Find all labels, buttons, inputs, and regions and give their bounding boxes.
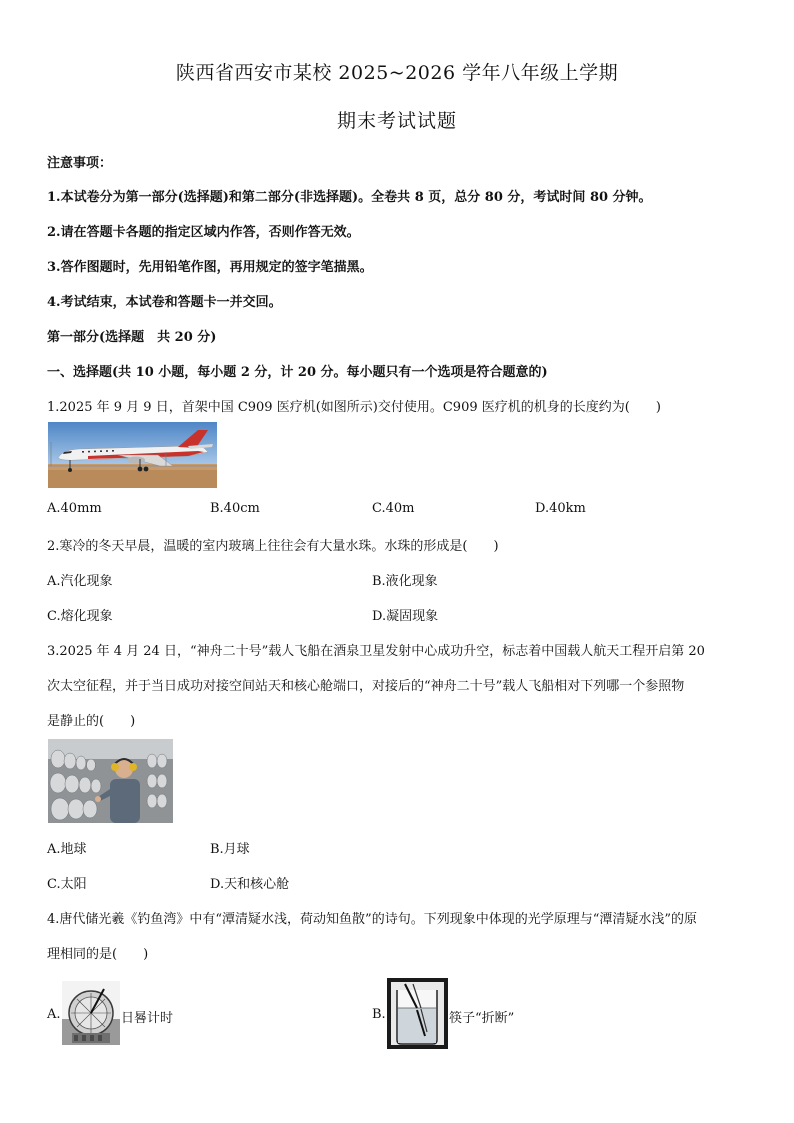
question-3-stem-line3: 是静止的( ) xyxy=(47,714,136,729)
q1-option-c[interactable]: C.40m xyxy=(372,501,415,516)
q3-option-a[interactable]: A.地球 xyxy=(47,842,87,857)
q2-option-a[interactable]: A.汽化现象 xyxy=(47,574,113,589)
note-item-3: 3.答作图题时，先用铅笔作图，再用规定的签字笔描黑。 xyxy=(47,260,373,275)
chopsticks-in-water-image xyxy=(387,978,448,1049)
q2-option-d[interactable]: D.凝固现象 xyxy=(372,609,439,624)
q2-option-c[interactable]: C.熔化现象 xyxy=(47,609,113,624)
question-4-stem-line2: 理相同的是( ) xyxy=(47,947,149,962)
q1-option-a[interactable]: A.40mm xyxy=(47,501,102,516)
question-4-stem-line1: 4.唐代储光羲《钓鱼湾》中有“潭清疑水浅，荷动知鱼散”的诗句。下列现象中体现的光学原理与“潭清疑水浅”的原 xyxy=(47,912,697,927)
q3-option-b[interactable]: B.月球 xyxy=(210,842,250,857)
part1-heading: 第一部分(选择题 共 20 分) xyxy=(47,330,217,345)
exam-title-line2: 期末考试试题 xyxy=(336,110,457,132)
factory-worker-photo xyxy=(48,739,173,823)
question-1-stem: 1.2025 年 9 月 9 日，首架中国 C909 医疗机(如图所示)交付使用。C909 医疗机的机身的长度约为( ) xyxy=(47,400,661,415)
q4-option-a-label[interactable]: 日晷计时 xyxy=(121,1011,174,1026)
q4-option-b-letter[interactable]: B. xyxy=(372,1007,386,1022)
q4-option-a-letter[interactable]: A. xyxy=(47,1007,61,1022)
q3-option-d[interactable]: D.天和核心舱 xyxy=(210,877,290,892)
exam-title-line1: 陕西省西安市某校 2025~2026 学年八年级上学期 xyxy=(175,62,619,84)
question-2-stem: 2.寒冷的冬天早晨，温暖的室内玻璃上往往会有大量水珠。水珠的形成是( ) xyxy=(47,539,499,554)
sundial-image xyxy=(62,981,120,1045)
q1-option-b[interactable]: B.40cm xyxy=(210,501,260,516)
note-item-2: 2.请在答题卡各题的指定区域内作答，否则作答无效。 xyxy=(47,225,360,240)
q2-option-b[interactable]: B.液化现象 xyxy=(372,574,438,589)
question-3-stem-line1: 3.2025 年 4 月 24 日，“神舟二十号”载人飞船在酒泉卫星发射中心成功升空，标志着中国载人航天工程开启第 20 xyxy=(47,644,705,659)
note-item-1: 1.本试卷分为第一部分(选择题)和第二部分(非选择题)。全卷共 8 页，总分 80 分，考试时间 80 分钟。 xyxy=(47,190,652,205)
q4-option-b-label[interactable]: 筷子“折断” xyxy=(449,1011,515,1026)
airplane-photo xyxy=(48,422,217,488)
question-3-stem-line2: 次太空征程，并于当日成功对接空间站天和核心舱端口，对接后的“神舟二十号”载人飞船相对下列哪一个参照物 xyxy=(47,679,685,694)
section-heading: 一、选择题(共 10 小题，每小题 2 分，计 20 分。每小题只有一个选项是符合题意的) xyxy=(47,365,548,380)
q3-option-c[interactable]: C.太阳 xyxy=(47,877,87,892)
notes-heading: 注意事项： xyxy=(47,156,113,171)
q1-option-d[interactable]: D.40km xyxy=(535,501,586,516)
note-item-4: 4.考试结束，本试卷和答题卡一并交回。 xyxy=(47,295,282,310)
